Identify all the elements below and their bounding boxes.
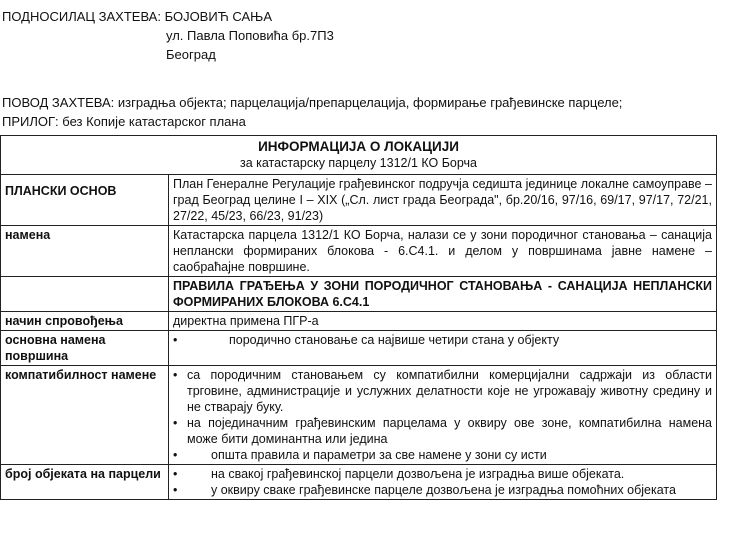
compat-item-3: општа правила и параметри за све намене у зони су исти (211, 448, 547, 462)
compat-item-1: са породичним становањем су компатибилни комерцијални садржаји из области трговине, администрације и услужних делатности које не угрожавају животну средину и не стварају буку. (187, 368, 712, 414)
address-line: ул. Павла Поповића бр.7П3 (166, 28, 334, 43)
objects-cell (169, 465, 717, 500)
implementation-text: директна примена ПГР-а (169, 312, 717, 331)
compat-cell (169, 366, 717, 465)
compat-label: компатибилност намене (1, 366, 169, 465)
table-row (1, 175, 717, 226)
table-title-cell (1, 136, 717, 175)
table-row (1, 312, 717, 331)
basic-purpose-cell (169, 331, 717, 366)
objects-item-1: на свакој грађевинској парцели дозвољена је изградња више објеката. (211, 467, 625, 481)
table-row (1, 366, 717, 465)
city-line: Београд (166, 47, 216, 62)
bullet-icon: • (173, 368, 178, 382)
table-title: ИНФОРМАЦИЈА О ЛОКАЦИЈИ (258, 139, 459, 154)
table-title-row (1, 136, 717, 175)
plan-basis-label: ПЛАНСКИ ОСНОВ (1, 175, 169, 226)
table-row (1, 331, 717, 366)
plan-basis-text: План Генералне Регулације грађевинског подручја седишта јединице локалне самоуправе – град Београд целине I – XIX („Сл. лист града Београда", бр.20/16, 97/16, 69/17, 97/17, 72/21, 27/22, 45/23, 66/23, 91/23) (169, 175, 717, 226)
implementation-label: начин спровођења (1, 312, 169, 331)
applicant-line: ПОДНОСИЛАЦ ЗАХТЕВА: БОЈОВИЋ САЊА (2, 9, 272, 24)
objects-item-2: у оквиру сваке грађевинске парцеле дозвољена је изградња помоћних објеката (211, 483, 676, 497)
empty-cell (1, 277, 169, 312)
table-subtitle: за катастарску парцелу 1312/1 КО Борча (239, 156, 478, 170)
basic-purpose-text: породично становање са највише четири стана у објекту (229, 333, 560, 347)
purpose-label: намена (1, 226, 169, 277)
bullet-icon: • (173, 333, 178, 347)
bullet-icon: • (173, 467, 178, 481)
basic-purpose-label: основна намена површина (1, 331, 169, 366)
rules-heading: ПРАВИЛА ГРАЂЕЊА У ЗОНИ ПОРОДИЧНОГ СТАНОВАЊА - САНАЦИЈА НЕПЛАНСКИ ФОРМИРАНИХ БЛОКОВА 6.С4.1 (169, 277, 717, 312)
purpose-text: Катастарска парцела 1312/1 КО Борча, налази се у зони породичног становања – санација неплански формираних блокова - 6.С4.1. и делом у површинама јавне намене – саобраћајне површине. (169, 226, 717, 277)
bullet-icon: • (173, 448, 178, 462)
bullet-icon: • (173, 416, 178, 430)
compat-item-2: на појединачним грађевинским парцелама у оквиру ове зоне, компатибилна намена може бити доминантна или једина (187, 416, 712, 446)
location-info-table (0, 135, 717, 500)
attachment-line: ПРИЛОГ: без Копије катастарског плана (2, 114, 246, 129)
table-row (1, 465, 717, 500)
reason-line: ПОВОД ЗАХТЕВА: изградња објекта; парцелација/препарцелација, формирање грађевинске парцеле; (2, 95, 623, 110)
table-row (1, 277, 717, 312)
objects-label: број објеката на парцели (1, 465, 169, 500)
table-row (1, 226, 717, 277)
bullet-icon: • (173, 483, 178, 497)
